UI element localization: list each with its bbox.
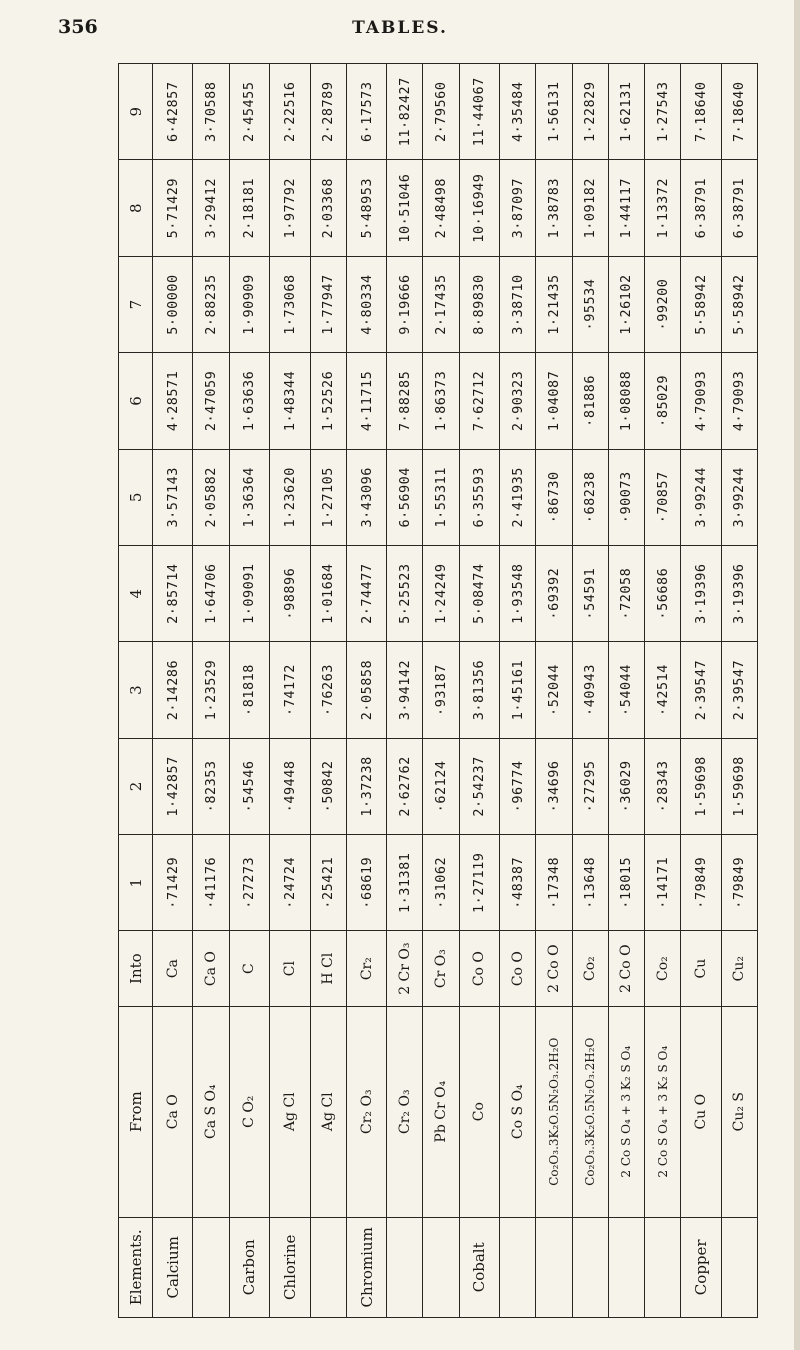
factor-cell: 1·23529	[193, 642, 229, 738]
factor-cell: ·24724	[270, 835, 310, 931]
factor-cell: ·62124	[423, 738, 459, 834]
factor-cell: 2·54237	[459, 738, 499, 834]
factor-cell: 1·90909	[229, 256, 269, 352]
table-row	[270, 64, 310, 1318]
factor-cell: 10·51046	[387, 160, 423, 256]
factor-cell: 2·47059	[193, 353, 229, 449]
into-cell: Cu₂	[721, 931, 757, 1006]
into-cell: Cl	[270, 931, 310, 1006]
into-cell: Ca	[153, 931, 193, 1006]
page-number: 356	[58, 16, 98, 38]
factor-cell: ·98896	[270, 545, 310, 641]
factor-cell: ·18015	[608, 835, 644, 931]
factor-cell: 6·38791	[721, 160, 757, 256]
factor-cell: 1·13372	[644, 160, 680, 256]
factor-cell: 4·35484	[500, 64, 536, 160]
table-row	[536, 64, 572, 1318]
factor-cell: 2·17435	[423, 256, 459, 352]
factor-cell: 2·45455	[229, 64, 269, 160]
into-cell: Co₂	[644, 931, 680, 1006]
factor-cell: 2·03368	[310, 160, 346, 256]
element-cell	[644, 1217, 680, 1317]
into-cell: Ca O	[193, 931, 229, 1006]
factor-cell: ·82353	[193, 738, 229, 834]
factor-cell: 3·81356	[459, 642, 499, 738]
from-cell: Co S O₄	[500, 1006, 536, 1217]
factor-cell: ·79849	[721, 835, 757, 931]
from-cell: 2 Co S O₄ + 3 K₂ S O₄	[644, 1006, 680, 1217]
factor-cell: ·72058	[608, 545, 644, 641]
table-row	[572, 64, 608, 1318]
element-cell	[721, 1217, 757, 1317]
factor-cell: 9·19666	[387, 256, 423, 352]
factor-cell: 1·56131	[536, 64, 572, 160]
header-multiplier: 5	[119, 449, 153, 545]
table-row	[644, 64, 680, 1318]
factor-cell: 1·37238	[346, 738, 386, 834]
table-row	[310, 64, 346, 1318]
factor-table	[118, 63, 758, 1318]
factor-cell: ·74172	[270, 642, 310, 738]
factor-cell: ·48387	[500, 835, 536, 931]
factor-cell: ·50842	[310, 738, 346, 834]
factor-cell: 1·64706	[193, 545, 229, 641]
into-cell: Cu	[681, 931, 721, 1006]
table-row	[608, 64, 644, 1318]
factor-cell: 1·26102	[608, 256, 644, 352]
table-row	[193, 64, 229, 1318]
factor-cell: 1·44117	[608, 160, 644, 256]
factor-cell: ·13648	[572, 835, 608, 931]
factor-cell: 3·19396	[681, 545, 721, 641]
factor-cell: ·68238	[572, 449, 608, 545]
factor-cell: 1·23620	[270, 449, 310, 545]
into-cell: Co O	[459, 931, 499, 1006]
from-cell: Pb Cr O₄	[423, 1006, 459, 1217]
table-row	[346, 64, 386, 1318]
factor-cell: 4·28571	[153, 353, 193, 449]
header-multiplier: 4	[119, 545, 153, 641]
factor-cell: 1·24249	[423, 545, 459, 641]
factor-cell: 1·31381	[387, 835, 423, 931]
factor-cell: ·86730	[536, 449, 572, 545]
table-row	[153, 64, 193, 1318]
factor-cell: ·81886	[572, 353, 608, 449]
factor-cell: ·52044	[536, 642, 572, 738]
factor-cell: 1·59698	[681, 738, 721, 834]
from-cell: Ca O	[153, 1006, 193, 1217]
table-row	[423, 64, 459, 1318]
factor-cell: ·54044	[608, 642, 644, 738]
factor-cell: 6·35593	[459, 449, 499, 545]
factor-cell: ·31062	[423, 835, 459, 931]
factor-cell: 2·18181	[229, 160, 269, 256]
into-cell: Co₂	[572, 931, 608, 1006]
into-cell: 2 Co O	[608, 931, 644, 1006]
factor-cell: 2·28789	[310, 64, 346, 160]
element-cell	[423, 1217, 459, 1317]
factor-cell: 4·79093	[721, 353, 757, 449]
factor-cell: 2·39547	[681, 642, 721, 738]
factor-cell: ·56686	[644, 545, 680, 641]
factor-cell: 11·82427	[387, 64, 423, 160]
into-cell: Cr O₃	[423, 931, 459, 1006]
factor-cell: 2·48498	[423, 160, 459, 256]
factor-cell: ·28343	[644, 738, 680, 834]
factor-cell: ·36029	[608, 738, 644, 834]
factor-cell: 1·86373	[423, 353, 459, 449]
factor-cell: ·95534	[572, 256, 608, 352]
factor-cell: 2·41935	[500, 449, 536, 545]
factor-cell: 4·80334	[346, 256, 386, 352]
header-from: From	[119, 1006, 153, 1217]
element-cell	[310, 1217, 346, 1317]
table-row	[500, 64, 536, 1318]
factor-cell: 2·85714	[153, 545, 193, 641]
header-multiplier: 9	[119, 64, 153, 160]
factor-cell: 1·93548	[500, 545, 536, 641]
factor-cell: 3·19396	[721, 545, 757, 641]
from-cell: Ag Cl	[270, 1006, 310, 1217]
from-cell: Cr₂ O₃	[346, 1006, 386, 1217]
factor-cell: 5·48953	[346, 160, 386, 256]
factor-cell: 1·21435	[536, 256, 572, 352]
table-body	[153, 64, 758, 1318]
factor-cell: 3·57143	[153, 449, 193, 545]
factor-cell: ·96774	[500, 738, 536, 834]
factor-cell: 4·79093	[681, 353, 721, 449]
factor-cell: 3·43096	[346, 449, 386, 545]
factor-cell: 4·11715	[346, 353, 386, 449]
factor-cell: 1·27119	[459, 835, 499, 931]
factor-cell: 5·08474	[459, 545, 499, 641]
factor-cell: 1·09182	[572, 160, 608, 256]
factor-cell: ·27295	[572, 738, 608, 834]
element-cell	[193, 1217, 229, 1317]
factor-cell: 11·44067	[459, 64, 499, 160]
factor-cell: 7·62712	[459, 353, 499, 449]
from-cell: Co₂O₃.3K₂O.5N₂O₃.2H₂O	[536, 1006, 572, 1217]
factor-cell: 2·39547	[721, 642, 757, 738]
conversion-table	[118, 63, 758, 1318]
from-cell: Ca S O₄	[193, 1006, 229, 1217]
from-cell: Ag Cl	[310, 1006, 346, 1217]
factor-cell: ·25421	[310, 835, 346, 931]
factor-cell: 1·22829	[572, 64, 608, 160]
factor-cell: 6·38791	[681, 160, 721, 256]
header-multiplier: 6	[119, 353, 153, 449]
factor-cell: 1·04087	[536, 353, 572, 449]
factor-cell: 3·29412	[193, 160, 229, 256]
from-cell: 2 Co S O₄ + 3 K₂ S O₄	[608, 1006, 644, 1217]
factor-cell: 1·59698	[721, 738, 757, 834]
factor-cell: 2·79560	[423, 64, 459, 160]
factor-cell: ·41176	[193, 835, 229, 931]
factor-cell: 7·88285	[387, 353, 423, 449]
factor-cell: ·40943	[572, 642, 608, 738]
from-cell: Cr₂ O₃	[387, 1006, 423, 1217]
factor-cell: ·85029	[644, 353, 680, 449]
factor-cell: 6·17573	[346, 64, 386, 160]
factor-cell: ·42514	[644, 642, 680, 738]
factor-cell: 7·18640	[681, 64, 721, 160]
into-cell: Co O	[500, 931, 536, 1006]
header-multiplier: 1	[119, 835, 153, 931]
factor-cell: 2·05882	[193, 449, 229, 545]
header-multiplier: 8	[119, 160, 153, 256]
element-cell	[536, 1217, 572, 1317]
table-row	[387, 64, 423, 1318]
factor-cell: 2·62762	[387, 738, 423, 834]
factor-cell: 3·94142	[387, 642, 423, 738]
factor-cell: 3·99244	[721, 449, 757, 545]
element-cell	[387, 1217, 423, 1317]
factor-cell: 3·99244	[681, 449, 721, 545]
element-cell	[500, 1217, 536, 1317]
table-row	[229, 64, 269, 1318]
factor-cell: 5·71429	[153, 160, 193, 256]
factor-cell: 2·88235	[193, 256, 229, 352]
element-cell: Calcium	[153, 1217, 193, 1317]
from-cell: Cu O	[681, 1006, 721, 1217]
factor-cell: 1·38783	[536, 160, 572, 256]
factor-cell: ·76263	[310, 642, 346, 738]
factor-cell: ·70857	[644, 449, 680, 545]
factor-cell: 6·42857	[153, 64, 193, 160]
factor-cell: 2·74477	[346, 545, 386, 641]
table-row	[459, 64, 499, 1318]
factor-cell: 2·22516	[270, 64, 310, 160]
header-row	[119, 64, 153, 1318]
header-elements: Elements.	[119, 1217, 153, 1317]
from-cell: Co₂O₃.3K₂O.5N₂O₃.2H₂O	[572, 1006, 608, 1217]
element-cell	[572, 1217, 608, 1317]
factor-cell: ·27273	[229, 835, 269, 931]
factor-cell: ·71429	[153, 835, 193, 931]
into-cell: 2 Co O	[536, 931, 572, 1006]
element-cell: Carbon	[229, 1217, 269, 1317]
factor-cell: ·69392	[536, 545, 572, 641]
running-head: TABLES.	[352, 18, 448, 38]
table-row	[681, 64, 721, 1318]
factor-cell: ·99200	[644, 256, 680, 352]
element-cell: Chlorine	[270, 1217, 310, 1317]
table-row	[721, 64, 757, 1318]
element-cell	[608, 1217, 644, 1317]
factor-cell: 1·42857	[153, 738, 193, 834]
factor-cell: 2·05858	[346, 642, 386, 738]
factor-cell: 5·25523	[387, 545, 423, 641]
factor-cell: 1·97792	[270, 160, 310, 256]
factor-cell: 1·55311	[423, 449, 459, 545]
factor-cell: 1·48344	[270, 353, 310, 449]
into-cell: Cr₂	[346, 931, 386, 1006]
factor-cell: ·49448	[270, 738, 310, 834]
factor-cell: 1·63636	[229, 353, 269, 449]
header-into: Into	[119, 931, 153, 1006]
factor-cell: 1·09091	[229, 545, 269, 641]
factor-cell: 6·56904	[387, 449, 423, 545]
factor-cell: ·90073	[608, 449, 644, 545]
factor-cell: 1·52526	[310, 353, 346, 449]
header-multiplier: 7	[119, 256, 153, 352]
factor-cell: 1·77947	[310, 256, 346, 352]
factor-cell: 5·00000	[153, 256, 193, 352]
element-cell: Cobalt	[459, 1217, 499, 1317]
factor-cell: 7·18640	[721, 64, 757, 160]
factor-cell: ·34696	[536, 738, 572, 834]
element-cell: Chromium	[346, 1217, 386, 1317]
into-cell: 2 Cr O₃	[387, 931, 423, 1006]
factor-cell: ·17348	[536, 835, 572, 931]
factor-cell: 1·01684	[310, 545, 346, 641]
header-multiplier: 2	[119, 738, 153, 834]
factor-cell: 1·08088	[608, 353, 644, 449]
factor-cell: 1·36364	[229, 449, 269, 545]
factor-cell: 2·14286	[153, 642, 193, 738]
factor-cell: ·81818	[229, 642, 269, 738]
header-multiplier: 3	[119, 642, 153, 738]
into-cell: H Cl	[310, 931, 346, 1006]
factor-cell: ·79849	[681, 835, 721, 931]
factor-cell: ·54546	[229, 738, 269, 834]
factor-cell: 3·38710	[500, 256, 536, 352]
from-cell: Co	[459, 1006, 499, 1217]
factor-cell: 10·16949	[459, 160, 499, 256]
factor-cell: 3·70588	[193, 64, 229, 160]
factor-cell: ·54591	[572, 545, 608, 641]
factor-cell: ·93187	[423, 642, 459, 738]
factor-cell: 5·58942	[681, 256, 721, 352]
factor-cell: 1·27543	[644, 64, 680, 160]
from-cell: C O₂	[229, 1006, 269, 1217]
factor-cell: 1·62131	[608, 64, 644, 160]
element-cell: Copper	[681, 1217, 721, 1317]
factor-cell: 2·90323	[500, 353, 536, 449]
factor-cell: 3·87097	[500, 160, 536, 256]
factor-cell: 1·73068	[270, 256, 310, 352]
from-cell: Cu₂ S	[721, 1006, 757, 1217]
into-cell: C	[229, 931, 269, 1006]
factor-cell: 1·27105	[310, 449, 346, 545]
factor-cell: ·68619	[346, 835, 386, 931]
factor-cell: 1·45161	[500, 642, 536, 738]
page-edge	[794, 0, 800, 1350]
factor-cell: ·14171	[644, 835, 680, 931]
factor-cell: 5·58942	[721, 256, 757, 352]
factor-cell: 8·89830	[459, 256, 499, 352]
